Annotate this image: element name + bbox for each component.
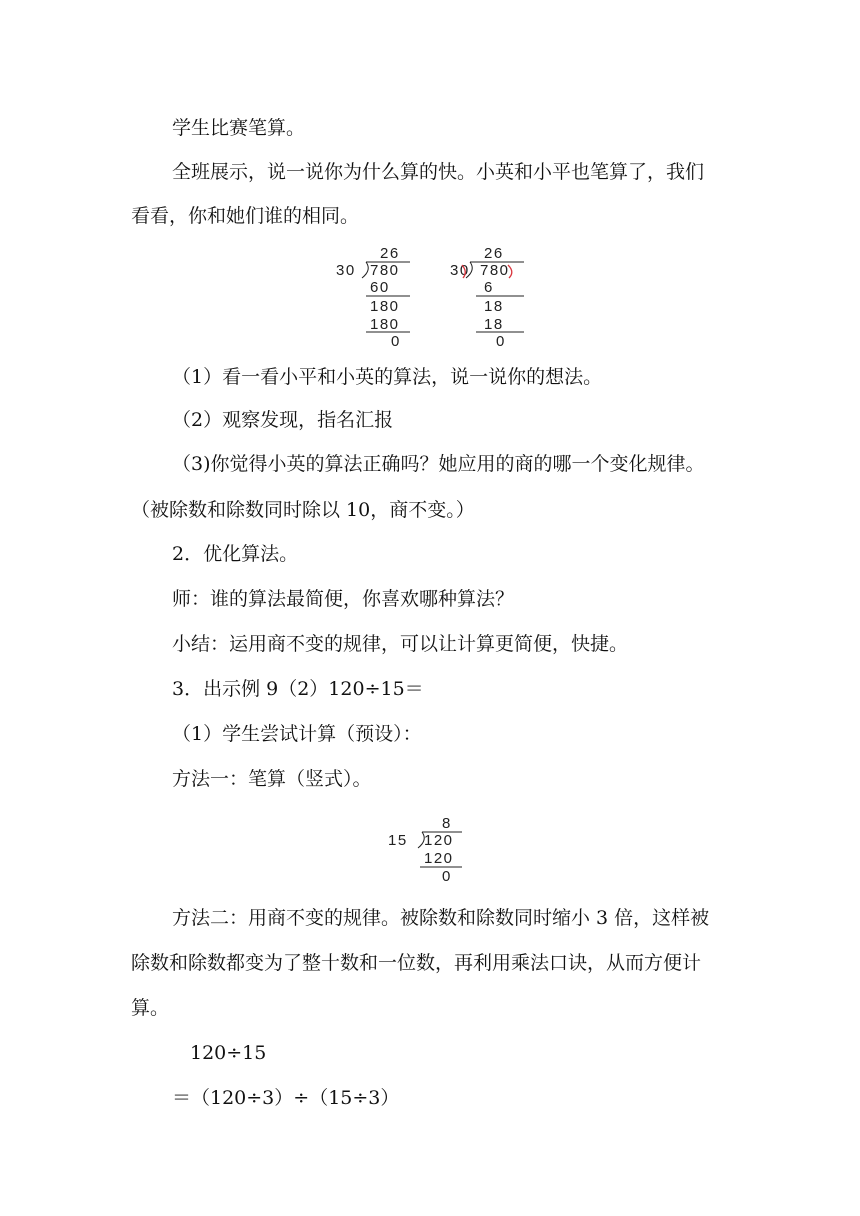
subtract-step-3: 180 (370, 316, 400, 333)
paragraph-compete: 学生比赛笔算。 (172, 117, 306, 139)
paragraph-display-2: 看看，你和她们谁的相同。 (131, 205, 360, 227)
subtract-step-1: 60 (370, 279, 390, 296)
quotient: 8 (442, 815, 452, 832)
remainder: 0 (391, 333, 401, 350)
dividend: 120 (424, 832, 454, 849)
subtract-step-1: 6 (484, 279, 494, 296)
equation-line-2: ＝（120÷3）÷（15÷3） (172, 1087, 400, 1109)
divisor: 15 (388, 832, 408, 849)
subtract-step-3: 18 (484, 316, 504, 333)
quotient: 26 (484, 245, 504, 262)
paragraph-summary: 小结：运用商不变的规律，可以让计算更简便，快捷。 (172, 633, 629, 655)
remainder: 0 (442, 868, 452, 885)
paragraph-display-1: 全班展示，说一说你为什么算的快。小英和小平也笔算了，我们 (172, 161, 705, 183)
equation-line-1: 120÷15 (190, 1042, 267, 1064)
paragraph-optimize: 2．优化算法。 (172, 543, 299, 565)
divisor: 30 (336, 262, 356, 279)
paragraph-look: （1）看一看小平和小英的算法，说一说你的想法。 (172, 366, 603, 388)
dividend: 780 (480, 262, 510, 279)
subtract-step-1: 120 (424, 850, 454, 867)
remainder-step-2: 180 (370, 298, 400, 315)
paragraph-method-2-3: 算。 (131, 997, 170, 1019)
long-division-xiaoying (446, 240, 646, 350)
paragraph-example: 3．出示例 9（2）120÷15＝ (172, 678, 424, 700)
remainder-step-2: 18 (484, 298, 504, 315)
divisor: 30 (450, 262, 470, 279)
division-bracket (362, 262, 368, 278)
dividend: 780 (370, 262, 400, 279)
paragraph-method-1: 方法一：笔算（竖式）。 (172, 768, 372, 790)
paragraph-attempt: （1）学生尝试计算（预设）： (172, 723, 422, 745)
paragraph-method-2-2: 除数和除数都变为了整十数和一位数，再利用乘法口诀，从而方便计 (131, 952, 702, 974)
paragraph-teacher: 师：谁的算法最简便，你喜欢哪种算法？ (172, 588, 515, 610)
paragraph-question-1: （3)你觉得小英的算法正确吗？她应用的商的哪一个变化规律。 (172, 453, 705, 475)
remainder: 0 (496, 333, 506, 350)
paragraph-observe: （2）观察发现，指名汇报 (172, 409, 394, 431)
paragraph-method-2-1: 方法二：用商不变的规律。被除数和除数同时缩小 3 倍，这样被 (172, 907, 710, 929)
paragraph-question-2: （被除数和除数同时除以 10，商不变。） (131, 499, 475, 521)
quotient: 26 (380, 245, 400, 262)
